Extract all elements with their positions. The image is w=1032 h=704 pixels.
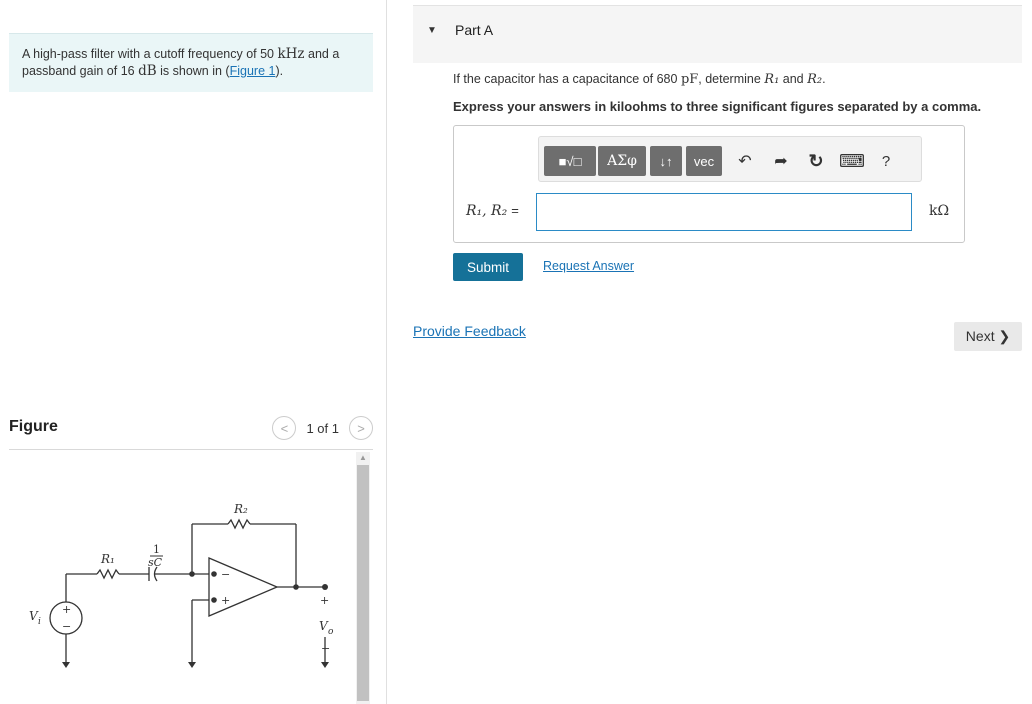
label-one: 1 — [153, 543, 160, 556]
scroll-up-icon[interactable]: ▲ — [359, 453, 367, 462]
help-icon[interactable] — [877, 149, 895, 173]
question-part-3: and — [779, 72, 808, 86]
request-answer-link[interactable]: Request Answer — [543, 259, 635, 273]
math-toolbar — [538, 136, 922, 182]
question-text — [453, 72, 826, 87]
problem-statement — [9, 33, 373, 92]
label-opamp-minus: − — [221, 568, 231, 581]
question-r2: R₂ — [807, 72, 823, 87]
label-output-plus: + — [320, 594, 330, 607]
help-glyph: ? — [881, 152, 891, 170]
greek-label: ΑΣφ — [607, 153, 637, 169]
label-vo: V — [319, 619, 328, 633]
prev-figure-button[interactable] — [272, 416, 296, 440]
undo-glyph: ↶ — [738, 153, 752, 170]
submit-button[interactable]: Submit — [453, 253, 523, 281]
circuit-diagram — [9, 452, 373, 704]
r2-resistor — [228, 520, 250, 528]
answer-label-vars: R₁, R₂ — [466, 203, 508, 219]
redo-glyph: ➦ — [774, 153, 788, 170]
question-part-1: If the capacitor has a capacitance of 680 — [453, 72, 681, 86]
greek-button[interactable] — [598, 146, 646, 176]
label-source-plus: + — [62, 603, 72, 616]
part-title: Part A — [455, 22, 494, 38]
pane-divider — [386, 0, 387, 704]
caret-down-icon: ▼ — [427, 25, 437, 36]
problem-text-4: ). — [275, 64, 284, 78]
keyboard-icon[interactable] — [839, 149, 865, 173]
undo-icon[interactable] — [735, 149, 755, 173]
label-sc: sC — [148, 556, 163, 569]
label-r2: R₂ — [234, 502, 248, 516]
arrows-button[interactable] — [650, 146, 682, 176]
label-vi: V — [29, 609, 38, 623]
figure-title: Figure — [9, 418, 58, 435]
problem-unit-db: dB — [138, 63, 157, 79]
figure-nav — [272, 416, 373, 440]
keyboard-glyph: ⌨ — [839, 150, 865, 172]
label-opamp-plus: + — [221, 594, 231, 607]
problem-text-3: is shown in ( — [156, 64, 230, 78]
problem-text-1: A high-pass filter with a cutoff frequency of 50 — [22, 47, 278, 61]
reset-icon[interactable] — [805, 149, 827, 173]
problem-unit-khz: kHz — [277, 46, 305, 62]
chevron-left-icon: < — [280, 420, 289, 436]
answer-input[interactable] — [536, 193, 912, 231]
figure-scrollbar[interactable] — [356, 452, 370, 704]
redo-icon[interactable] — [771, 149, 791, 173]
next-figure-button[interactable] — [349, 416, 373, 440]
answer-unit: kΩ — [929, 203, 950, 219]
question-r1: R₁ — [764, 72, 780, 87]
provide-feedback-link[interactable]: Provide Feedback — [413, 323, 526, 339]
instruction-text: Express your answers in kiloohms to three significant figures separated by a comma. — [453, 99, 982, 114]
label-vi-sub: i — [38, 617, 41, 627]
answer-equals: = — [511, 203, 519, 218]
problem-text-2: and a passband gain of 16 — [22, 47, 340, 78]
op-amp — [209, 558, 277, 616]
chevron-right-icon: > — [357, 420, 365, 436]
question-part-4: . — [822, 72, 826, 86]
label-output-minus: − — [321, 642, 331, 655]
vec-label: vec — [693, 153, 715, 169]
figure-header — [9, 412, 373, 450]
part-a-header[interactable] — [413, 5, 1022, 63]
question-unit: pF — [680, 72, 699, 87]
figure-link[interactable]: Figure 1 — [229, 64, 276, 78]
template-button[interactable] — [544, 146, 596, 176]
vec-button[interactable] — [686, 146, 722, 176]
figure-count: 1 of 1 — [306, 420, 339, 436]
left-pane — [0, 0, 386, 704]
label-vo-sub: o — [328, 627, 334, 637]
sqrt-template-icon: ■√□ — [558, 153, 582, 169]
arrows-icon: ↓↑ — [659, 153, 673, 169]
reset-glyph: ↻ — [808, 150, 824, 171]
label-source-minus: − — [62, 620, 72, 633]
scrollbar-thumb[interactable] — [357, 465, 369, 701]
question-part-2: , determine — [698, 72, 765, 86]
label-r1: R₁ — [101, 552, 115, 566]
answer-label — [466, 203, 519, 219]
answer-box — [453, 125, 965, 243]
next-button[interactable]: Next ❯ — [954, 322, 1022, 351]
r1-resistor — [97, 570, 119, 578]
